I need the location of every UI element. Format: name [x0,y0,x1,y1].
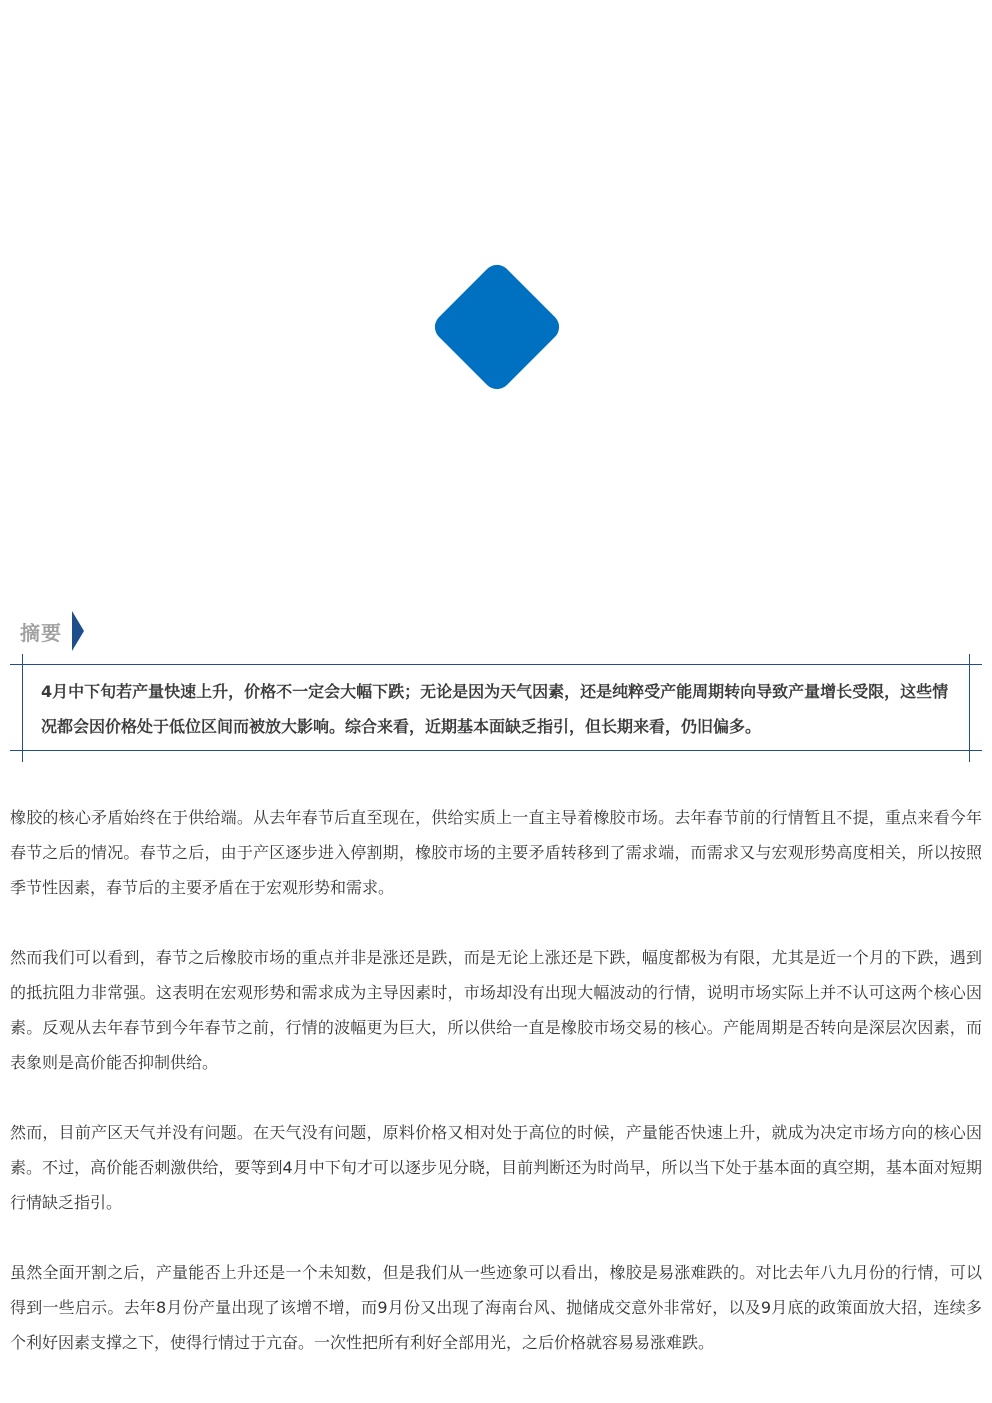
diamond-shape-icon [426,256,568,398]
summary-frame-left-line [22,654,23,762]
article-body [10,800,982,1395]
summary-text: 4月中下旬若产量快速上升，价格不一定会大幅下跌；无论是因为天气因素，还是纯粹受产能周期转向导致产量增长受限，这些情况都会因价格处于低位区间而被放大影响。综合来看，近期基本面缺乏指引，但长期来看，仍旧偏多。 [41,682,949,736]
summary-box [10,654,982,762]
paragraph-1: 橡胶的核心矛盾始终在于供给端。从去年春节后直至现在，供给实质上一直主导着橡胶市场。去年春节前的行情暂且不提，重点来看今年春节之后的情况。春节之后，由于产区逐步进入停割期，橡胶市场的主要矛盾转移到了需求端，而需求又与宏观形势高度相关，所以按照季节性因素，春节后的主要矛盾在于宏观形势和需求。 [10,808,982,897]
summary-header [20,610,84,652]
paragraph-2: 然而我们可以看到，春节之后橡胶市场的重点并非是涨还是跌，而是无论上涨还是下跌，幅度都极为有限，尤其是近一个月的下跌，遇到的抵抗阻力非常强。这表明在宏观形势和需求成为主导因素时，市场却没有出现大幅波动的行情，说明市场实际上并不认可这两个核心因素。反观从去年春节到今年春节之前，行情的波幅更为巨大，所以供给一直是橡胶市场交易的核心。产能周期是否转向是深层次因素，而表象则是高价能否抑制供给。 [10,948,982,1072]
summary-frame-bottom-line [10,750,982,751]
paragraph-4: 虽然全面开割之后，产量能否上升还是一个未知数，但是我们从一些迹象可以看出，橡胶是易涨难跌的。对比去年八九月份的行情，可以得到一些启示。去年8月份产量出现了该增不增，而9月份又出现了海南台风、抛储成交意外非常好，以及9月底的政策面放大招，连续多个利好因素支撑之下，使得行情过于亢奋。一次性把所有利好全部用光，之后价格就容易易涨难跌。 [10,1263,982,1352]
summary-label: 摘要 [20,620,62,645]
summary-frame-top-line [10,664,982,665]
summary-frame-right-line [969,654,970,762]
diamond-logo-icon [426,256,568,398]
chevron-right-icon [72,611,84,651]
paragraph-3: 然而，目前产区天气并没有问题。在天气没有问题，原料价格又相对处于高位的时候，产量能否快速上升，就成为决定市场方向的核心因素。不过，高价能否刺激供给，要等到4月中下旬才可以逐步见分晓，目前判断还为时尚早，所以当下处于基本面的真空期，基本面对短期行情缺乏指引。 [10,1123,982,1212]
